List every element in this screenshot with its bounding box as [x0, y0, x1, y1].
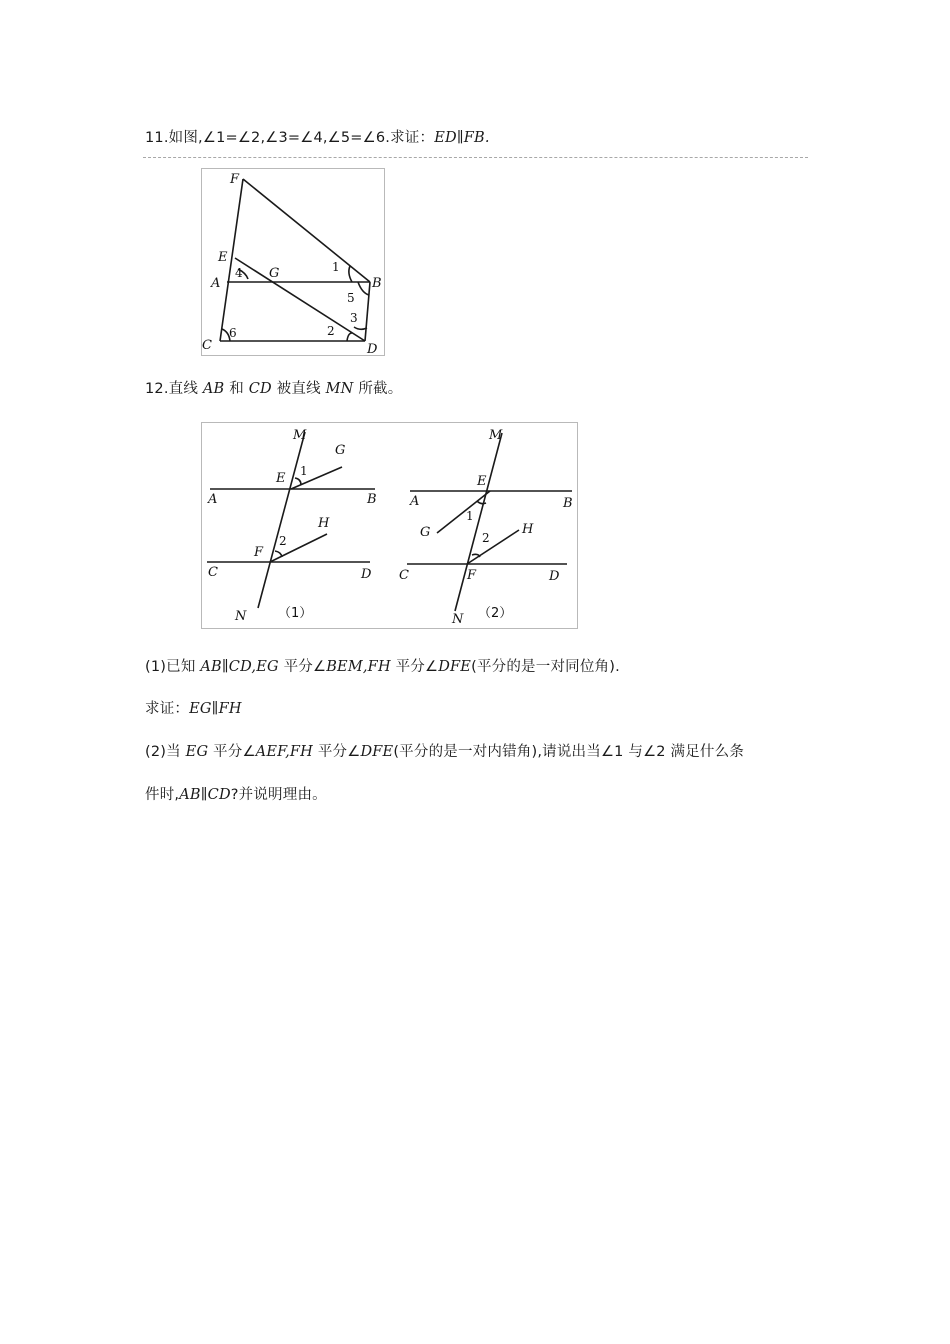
figure-q12-part-1 [207, 428, 377, 624]
q12-p1-a: (1)已知 [145, 659, 201, 675]
q12-p1-c: 平分∠ [278, 659, 327, 675]
q12-head-cd: CD [248, 381, 272, 397]
angle-2-label-right: 2 [482, 531, 490, 545]
line-ED [235, 258, 365, 341]
label-N-2: N [452, 612, 464, 627]
angle-1-label: 1 [332, 260, 340, 274]
label-A: A [211, 276, 221, 291]
angle-2-label-left: 2 [279, 534, 287, 548]
q11-prefix: 11.如图,∠1=∠2,∠3=∠4,∠5=∠6.求证： [145, 130, 435, 146]
label-A-1: A [208, 492, 218, 507]
line-MN-1 [258, 432, 305, 608]
label-A-2: A [410, 494, 420, 509]
q12-p1-d: BEM,FH [326, 659, 391, 675]
label-D-1: D [361, 567, 372, 582]
q11-goal: ED∥FB. [434, 130, 490, 146]
angle-2-label: 2 [327, 324, 335, 338]
label-F-1: F [254, 545, 264, 560]
q12-p2-c: 平分∠ [208, 744, 256, 760]
label-E: E [218, 250, 228, 265]
label-F-2: F [467, 568, 477, 583]
line-FB [243, 179, 370, 282]
ray-EG-2 [437, 491, 490, 533]
label-H-1: H [318, 516, 330, 531]
ray-EG-1 [291, 467, 342, 489]
q12-part-1 [145, 657, 620, 677]
q12-p2-b: EG [185, 744, 209, 760]
label-D: D [367, 342, 378, 355]
dashed-divider [143, 157, 808, 158]
q12-p3-c: ?并说明理由。 [230, 787, 327, 803]
label-G: G [269, 266, 280, 281]
q12-p1-b: AB∥CD,EG [200, 659, 279, 675]
label-B-1: B [367, 492, 377, 507]
label-E-1: E [276, 471, 286, 486]
q12-part-2-cont [145, 785, 327, 805]
arc-angle-1 [349, 266, 352, 282]
label-M-2: M [489, 428, 503, 443]
arc-angle-2 [347, 333, 352, 341]
q12-head-ab: AB [202, 381, 225, 397]
line-BD [365, 282, 370, 341]
q12-proof-statement: EG∥FH [189, 701, 242, 717]
q12-p1-e: 平分∠ [390, 659, 439, 675]
angle-3-label: 3 [350, 311, 358, 325]
q12-heading [145, 379, 402, 399]
arc-angle-1-left [295, 478, 301, 485]
arc-angle-3 [354, 327, 367, 329]
label-G-1: G [335, 443, 346, 458]
q12-part-2 [145, 742, 744, 762]
label-C-2: C [399, 568, 409, 583]
figure-q11 [201, 168, 385, 356]
angle-6-label: 6 [229, 326, 237, 340]
q12-p2-g: (平分的是一对内错角),请说出当∠1 与∠2 满足什么条 [393, 744, 745, 760]
label-D-2: D [549, 569, 560, 584]
label-C: C [202, 338, 212, 353]
figure-q12 [201, 422, 578, 629]
angle-1-label-right: 1 [466, 509, 474, 523]
q12-p2-f: DFE [360, 744, 394, 760]
angle-4-label: 4 [235, 266, 243, 280]
q12-p2-e: 平分∠ [313, 744, 361, 760]
line-MN-2 [455, 433, 502, 611]
caption-1: （1） [278, 606, 313, 621]
q12-p3-a: 件时, [145, 787, 180, 803]
figure-q11-diagram [202, 169, 384, 355]
q12-head-prefix: 12.直线 [145, 381, 203, 397]
angle-1-label-left: 1 [300, 464, 308, 478]
label-N-1: N [235, 609, 247, 624]
label-B: B [372, 276, 382, 291]
label-M-1: M [293, 428, 307, 443]
angle-5-label: 5 [347, 291, 355, 305]
q12-head-mn: MN [325, 381, 354, 397]
q12-p1-g: (平分的是一对同位角). [471, 659, 620, 675]
q11-statement [145, 128, 490, 148]
figure-q12-diagram [202, 423, 577, 628]
q12-head-and: 和 [224, 381, 249, 397]
q12-p2-d: AEF,FH [255, 744, 314, 760]
q12-head-mid: 被直线 [271, 381, 326, 397]
figure-q12-part-2 [399, 428, 573, 627]
q12-proof-goal [145, 699, 242, 719]
q12-p2-a: (2)当 [145, 744, 186, 760]
label-E-2: E [477, 474, 487, 489]
caption-2: （2） [478, 606, 513, 621]
label-B-2: B [563, 496, 573, 511]
q12-p1-f: DFE [438, 659, 472, 675]
q12-proof-label: 求证： [145, 701, 190, 717]
arc-angle-2-left [275, 551, 282, 557]
arc-angle-5 [358, 282, 369, 295]
label-F: F [230, 172, 240, 187]
label-C-1: C [208, 565, 218, 580]
q12-head-suffix: 所截。 [353, 381, 403, 397]
label-G-2: G [420, 525, 431, 540]
label-H-2: H [522, 522, 534, 537]
q12-p3-b: AB∥CD [179, 787, 231, 803]
